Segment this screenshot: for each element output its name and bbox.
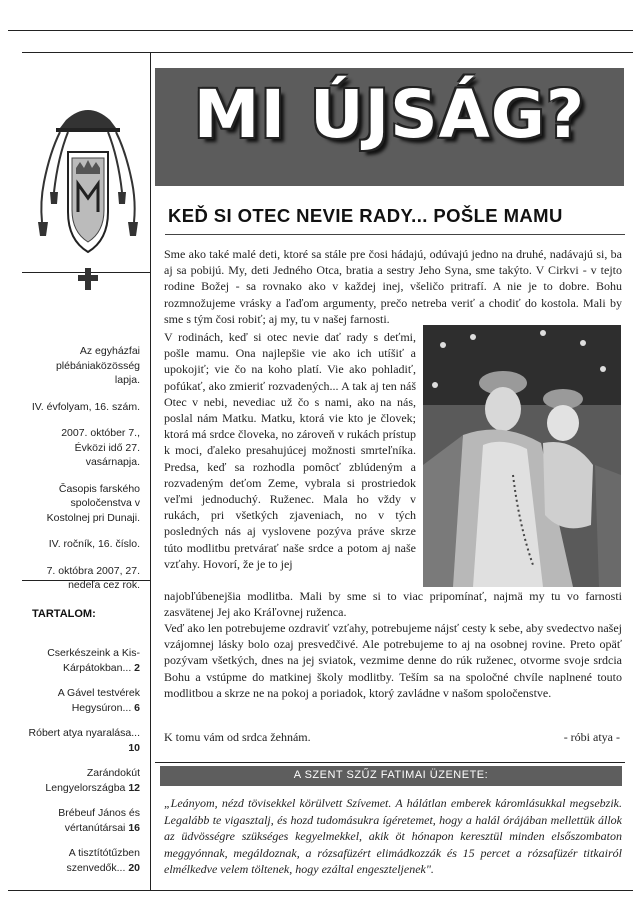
article-paragraph: najobľúbenejšia modlitba. Mali by sme si to viac pripomínať, najmä my tu vo farnosti zasvätenej Jej ako Kráľovnej ruženca. [164, 589, 622, 620]
issue-info [28, 344, 140, 605]
toc-item-page: 6 [134, 701, 140, 714]
madonna-statue-photo [423, 325, 621, 587]
masthead [155, 68, 624, 186]
toc-item[interactable] [28, 686, 140, 715]
signoff-author: - róbi atya - [563, 730, 620, 744]
toc-item-label: A Gável testvérek Hegysúron... [57, 687, 140, 714]
toc-item-label: Cserkészeink a Kis-Kárpátokban... [47, 647, 140, 674]
toc-item[interactable] [28, 806, 140, 835]
article-headline: KEĎ SI OTEC NEVIE RADY... POŠLE MAMU [168, 205, 563, 226]
toc-item-page: 10 [128, 741, 140, 754]
signoff [164, 730, 622, 745]
toc-item[interactable] [28, 766, 140, 795]
issue-info-line: IV. évfolyam, 16. szám. [31, 400, 140, 413]
article-paragraph: Sme ako také malé deti, ktoré sa stále pre čosi hádajú, odúvajú jedno na druhé, nadávajú si, ba aj sa pobijú. My, deti Jedného Otca, bratia a sestry Jeho Syna, sme takýto. V Cirkvi - v tejto rodine Božej - sa rovnako ako v každej inej, všeličo pritrafí. A nie je to dobre. Bohu rozmnožujeme vrásky a ľaďom argumenty, prečo netreba veriť a chodiť do kostola. Mali by sme s tým čosi robiť; aj my, tu v našej farnosti. [164, 247, 622, 326]
toc-item-label: Zarándokút Lengyelországba [45, 767, 140, 794]
toc-title: TARTALOM: [32, 608, 96, 620]
toc-item-label: Róbert atya nyaralása... [28, 727, 140, 739]
message-box-header [160, 766, 622, 786]
issue-info-line: Časopis farského spoločenstva v Kostolnej pri Dunaji. [46, 482, 140, 524]
sidebar-divider [150, 52, 151, 890]
toc-item-page: 16 [128, 821, 140, 834]
toc-item-page: 12 [128, 781, 140, 794]
toc-item[interactable] [28, 846, 140, 875]
box-rule [155, 762, 625, 763]
issue-info-line: Az egyházfai plébániaközösség lapja. [55, 345, 140, 386]
toc-item-page: 20 [128, 861, 140, 874]
signoff-greeting: K tomu vám od srdca žehnám. [164, 730, 311, 744]
toc-item-page: 2 [134, 661, 140, 674]
message-box-text: „Leányom, nézd tövisekkel körülvett Szívemet. A hálátlan emberek káromlásukkal megsebzik. Legalább te vigasztalj, és hozd tudomásukra ígéretemet, hogy a halál órájában mellettük állok az üdvösségre szükséges kegyelmekkel, akik öt hónapon keresztül minden elsőszombaton meggyónnak, megáldoznak, a rózsafüzért elimádkozzák és 15 percet a rózsafüzér titkairól elmélkedve velem töltenek, hogy ezáltal engeszteljenek". [164, 796, 622, 876]
toc-item-label: Brébeuf János és vértanútársai [58, 807, 140, 834]
issue-info-line: 7. októbra 2007, 27. nedeľa cez rok. [46, 564, 140, 591]
toc-item[interactable] [28, 646, 140, 675]
article-paragraph: V rodinách, keď si otec nevie dať rady s deťmi, pošle mamu. Ona najlepšie vie ako ich utíšiť a upokojiť; vie čo na koho platí. Vie ako pohladiť, pofúkať, ako zmieriť rozvadených... A tak aj ten náš Otec v nebi, nevediac už čo s nami, ako na nás, poslal nám Matku. Matku, ktorá vie kto je človek; ktorá má srdce človeka, no zároveň v rukách prístup k moci, ďaleko presahujúcej možnosti smrteľníka. Predsa, keď sa rozhodla pomôcť zblúdeným a rozvadeným deťom Zeme, vybrala si prostriedok veľmi jednoduchý. Ruženec. Mala ho vždy v rukách, pri všetkých zjaveniach, no v tých posledných nás aj vyslovene pozýva práve skrze túto modlitbu pretvárať naše srdce a potom aj naše vzťahy. Hovorí, že je to jej [164, 330, 416, 571]
toc-item-label: A tisztítótűzben szenvedők... [66, 847, 140, 874]
top-rule [8, 30, 633, 31]
toc-item[interactable] [28, 726, 140, 755]
issue-info-line: IV. ročník, 16. číslo. [48, 538, 140, 550]
table-of-contents [28, 646, 140, 886]
article-paragraph: Veď ako len potrebujeme ozdraviť vzťahy, potrebujeme nájsť cesty k sebe, aby svedectvo našej vzájomnej lásky bolo ozaj presvedčivé. Ale potrebujeme to aj na osobnej rovine. Preto opäť pozývam všetkých, dnes na jej sviatok, vezmime denne do rúk ruženec, otvorme svoje srdcia Bohu a vstúpme do matkinej školy modlitby. Teším sa na spoločné chvíle naplnené touto modlitbou a skrze ne na pokoj a poriadok, ktorý zavládne v našom spoločenstve. [164, 621, 622, 700]
madonna-statue-image [423, 325, 621, 587]
headline-rule [165, 234, 625, 235]
message-box-title: A SZENT SZŰZ FATIMAI ÜZENETE: [293, 769, 489, 781]
coat-of-arms-icon [28, 72, 148, 302]
masthead-title: MI ÚJSÁG? [193, 76, 586, 153]
issue-info-line: 2007. október 7., Évközi idő 27. vasárnapja. [61, 427, 140, 468]
sidebar [28, 52, 148, 892]
